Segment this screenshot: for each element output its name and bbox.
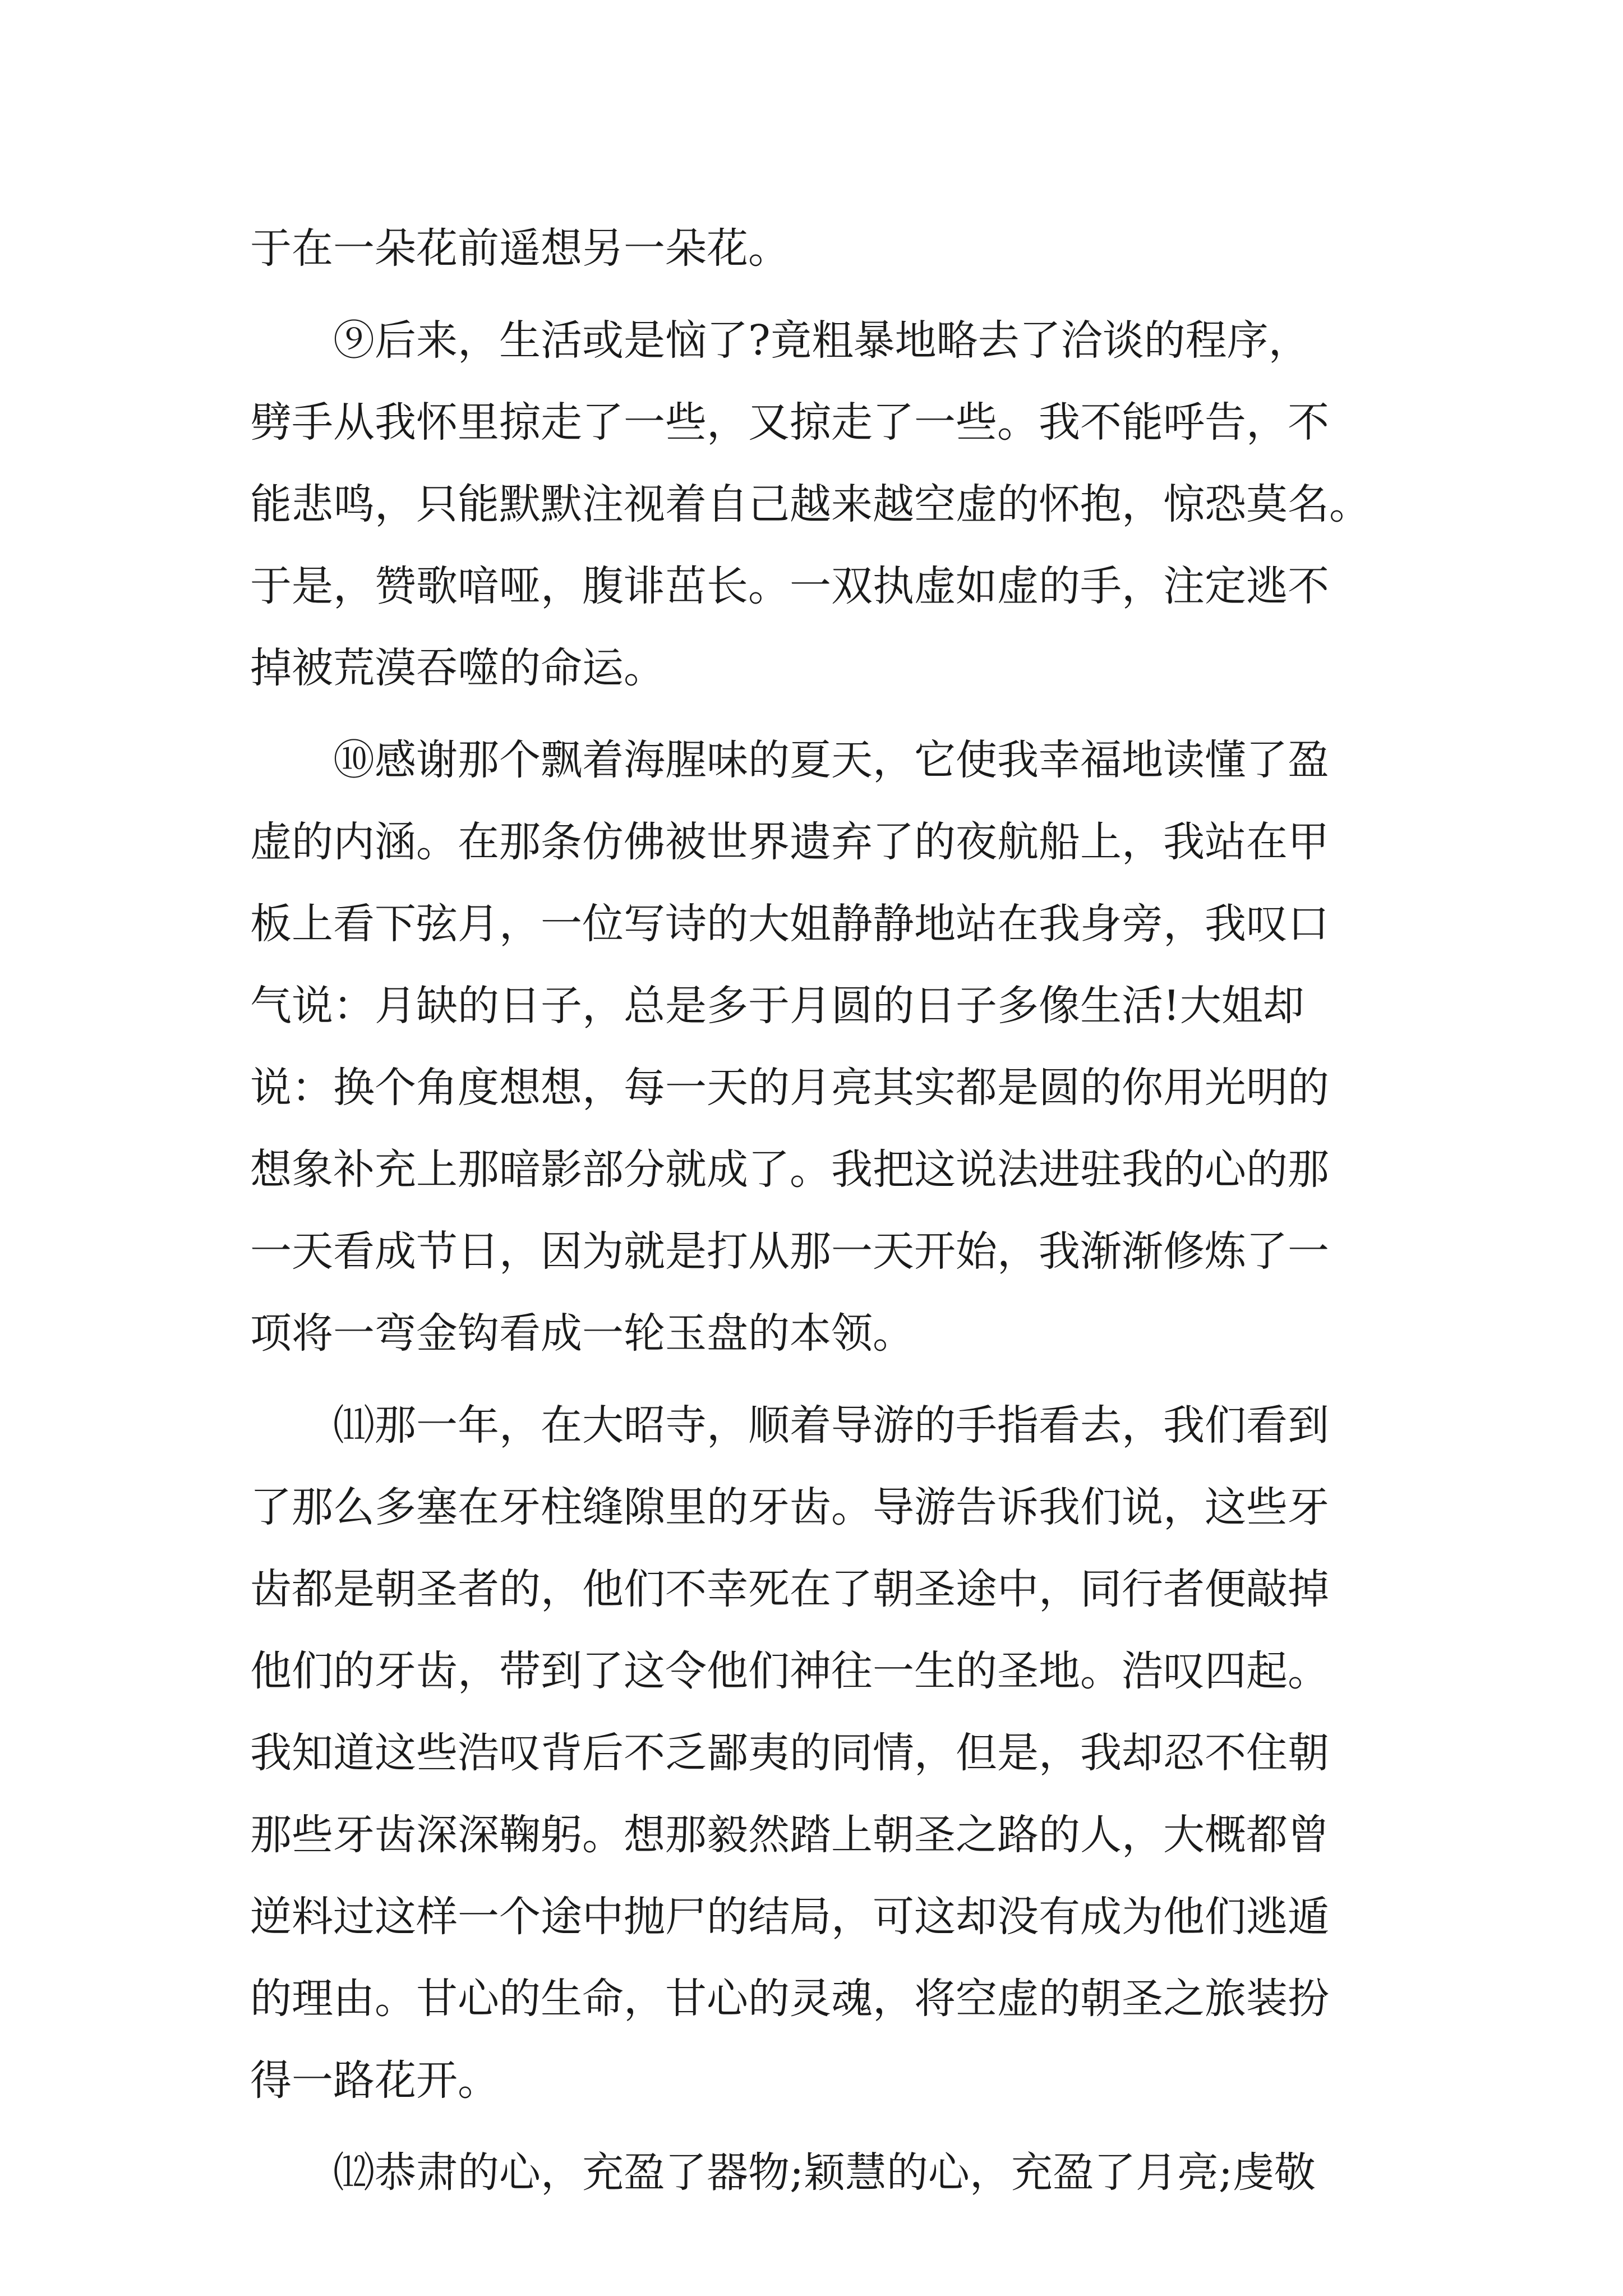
paragraph-12-line: ⑿恭肃的心，充盈了器物;颖慧的心，充盈了月亮;虔敬 xyxy=(250,2148,1316,2197)
text-line: 于在一朵花前遥想另一朵花。 xyxy=(250,224,790,273)
text-line: 板上看下弦月，一位写诗的大姐静静地站在我身旁，我叹口 xyxy=(250,900,1329,948)
text-line: 那些牙齿深深鞠躬。想那毅然踏上朝圣之路的人，大概都曾 xyxy=(250,1811,1329,1859)
text-line: 我知道这些浩叹背后不乏鄙夷的同情，但是，我却忍不住朝 xyxy=(250,1729,1329,1777)
text-line: 想象补充上那暗影部分就成了。我把这说法进驻我的心的那 xyxy=(250,1145,1329,1194)
text-line: 劈手从我怀里掠走了一些，又掠走了一些。我不能呼告，不 xyxy=(250,398,1329,447)
paragraph-10-line: ⑩感谢那个飘着海腥味的夏天，它使我幸福地读懂了盈 xyxy=(250,736,1329,784)
text-line: 气说：月缺的日子，总是多于月圆的日子多像生活!大姐却 xyxy=(250,982,1304,1030)
text-line: 能悲鸣，只能默默注视着自己越来越空虚的怀抱，惊恐莫名。 xyxy=(250,480,1371,528)
paragraph-gap xyxy=(250,2122,1394,2132)
paragraph-9-line: ⑨后来，生活或是恼了?竟粗暴地略去了洽谈的程序， xyxy=(250,316,1310,365)
paragraph-gap xyxy=(250,1374,1394,1384)
text-line: 的理由。甘心的生命，甘心的灵魂，将空虚的朝圣之旅装扮 xyxy=(250,1975,1329,2023)
text-line: 项将一弯金钩看成一轮玉盘的本领。 xyxy=(250,1309,914,1358)
text-line: 于是，赞歌喑哑，腹诽茁长。一双执虚如虚的手，注定逃不 xyxy=(250,562,1329,610)
text-line: 得一路花开。 xyxy=(250,2056,499,2105)
text-line: 逆料过这样一个途中抛尸的结局，可这却没有成为他们逃遁 xyxy=(250,1893,1329,1941)
text-line: 说：换个角度想想，每一天的月亮其实都是圆的你用光明的 xyxy=(250,1064,1329,1112)
text-line: 虚的内涵。在那条仿佛被世界遗弃了的夜航船上，我站在甲 xyxy=(250,818,1329,866)
text-line: 一天看成节日，因为就是打从那一天开始，我渐渐修炼了一 xyxy=(250,1227,1329,1276)
paragraph-gap xyxy=(250,709,1394,719)
paragraph-11-line: ⑾那一年，在大昭寺，顺着导游的手指看去，我们看到 xyxy=(250,1401,1329,1450)
text-line: 了那么多塞在牙柱缝隙里的牙齿。导游告诉我们说，这些牙 xyxy=(250,1483,1329,1531)
text-line: 掉被荒漠吞噬的命运。 xyxy=(250,644,665,692)
text-line: 齿都是朝圣者的，他们不幸死在了朝圣途中，同行者便敲掉 xyxy=(250,1565,1329,1613)
paragraph-gap xyxy=(250,289,1394,300)
text-line: 他们的牙齿，带到了这令他们神往一生的圣地。浩叹四起。 xyxy=(250,1647,1329,1695)
essay-text xyxy=(250,208,1394,2214)
